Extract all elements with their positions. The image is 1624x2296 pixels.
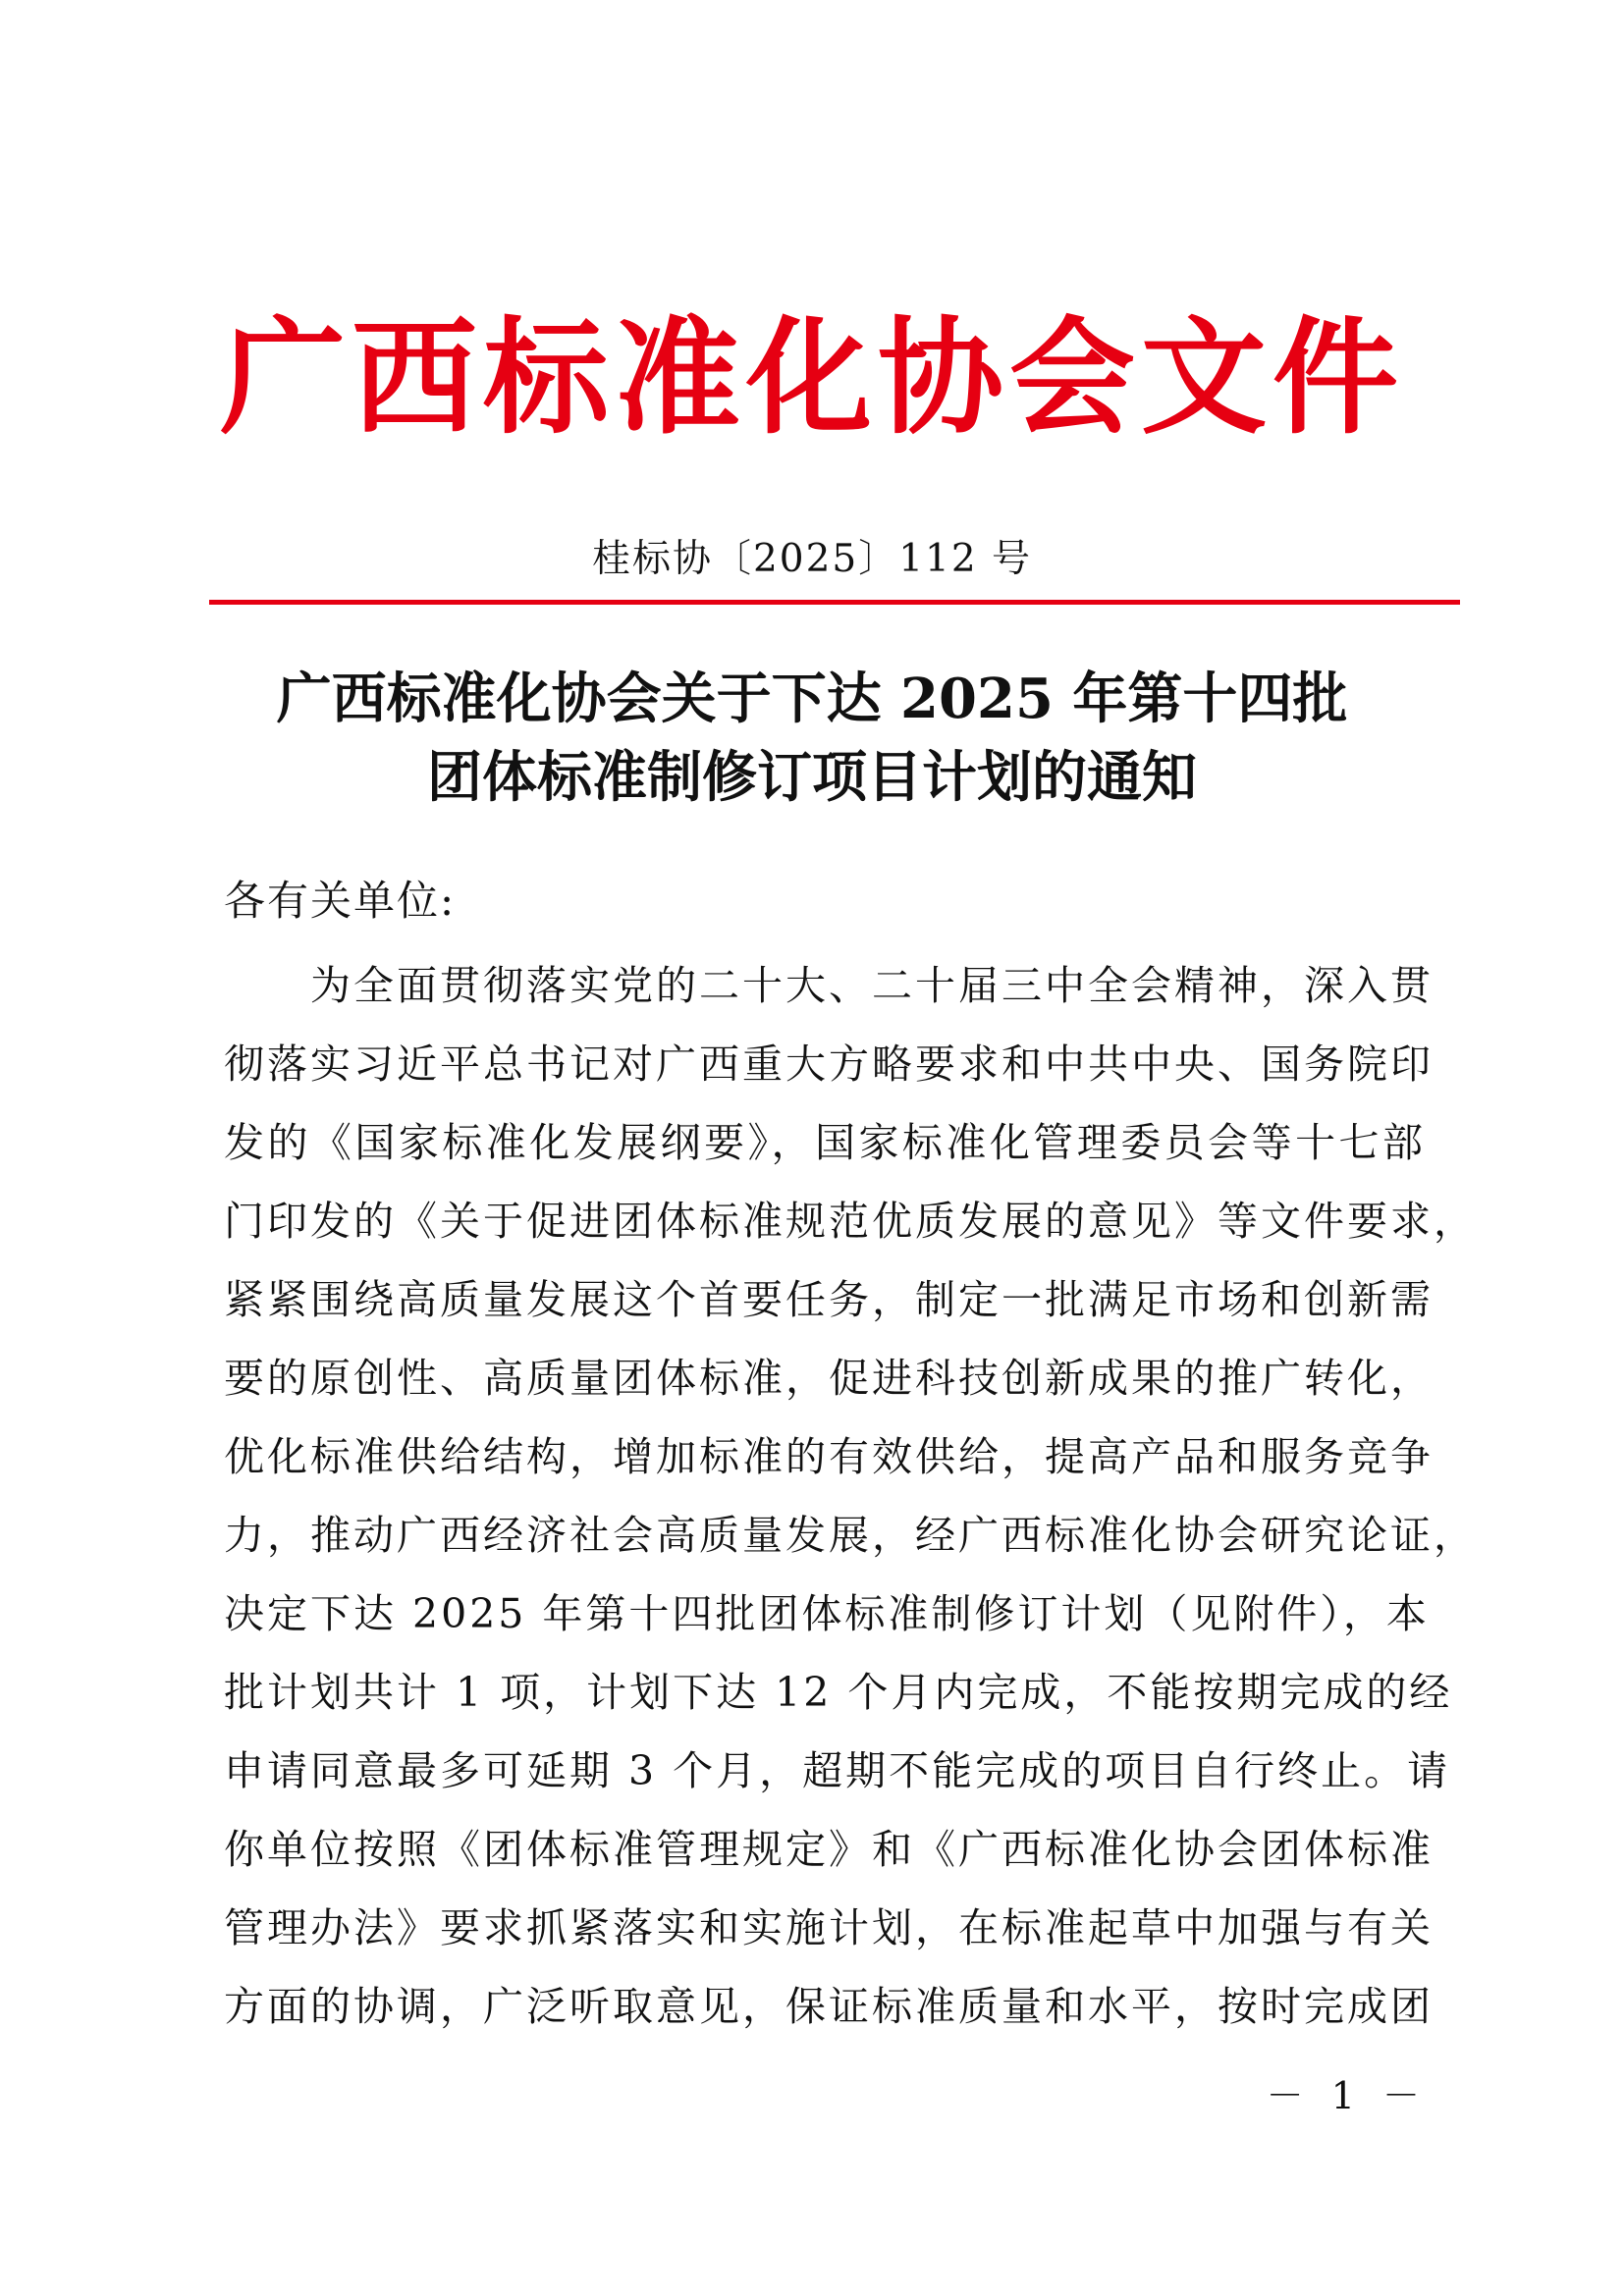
body-line: 方面的协调，广泛听取意见，保证标准质量和水平，按时完成团 bbox=[224, 1983, 1434, 2030]
notice-title-line: 广西标准化协会关于下达 2025 年第十四批 bbox=[276, 667, 1348, 731]
body-paragraph bbox=[224, 946, 1477, 2046]
body-line: 申请同意最多可延期 3 个月，超期不能完成的项目自行终止。请 bbox=[224, 1747, 1451, 1794]
notice-title bbox=[177, 660, 1447, 817]
page-number: － 1 － bbox=[1266, 2074, 1428, 2117]
body-line: 优化标准供给结构，增加标准的有效供给，提高产品和服务竞争 bbox=[224, 1433, 1434, 1480]
body-line: 彻落实习近平总书记对广西重大方略要求和中共中央、国务院印 bbox=[224, 1041, 1434, 1088]
notice-title-line: 团体标准制修订项目计划的通知 bbox=[427, 745, 1197, 810]
body-line: 批计划共计 1 项，计划下达 12 个月内完成，不能按期完成的经 bbox=[224, 1669, 1453, 1716]
body-line: 力，推动广西经济社会高质量发展，经广西标准化协会研究论证， bbox=[224, 1512, 1477, 1559]
document-number: 桂标协〔2025〕112 号 bbox=[591, 537, 1033, 581]
body-line: 你单位按照《团体标准管理规定》和《广西标准化协会团体标准 bbox=[224, 1826, 1434, 1873]
red-divider-line bbox=[209, 600, 1460, 605]
body-line: 要的原创性、高质量团体标准，促进科技创新成果的推广转化， bbox=[224, 1355, 1434, 1402]
salutation: 各有关单位: bbox=[224, 877, 457, 925]
masthead-title: 广西标准化协会文件 bbox=[219, 304, 1404, 452]
body-line: 发的《国家标准化发展纲要》，国家标准化管理委员会等十七部 bbox=[224, 1119, 1426, 1166]
body-line: 为全面贯彻落实党的二十大、二十届三中全会精神，深入贯 bbox=[224, 962, 1434, 1009]
body-line: 紧紧围绕高质量发展这个首要任务，制定一批满足市场和创新需 bbox=[224, 1276, 1434, 1323]
body-line: 门印发的《关于促进团体标准规范优质发展的意见》等文件要求， bbox=[224, 1198, 1477, 1245]
body-line: 管理办法》要求抓紧落实和实施计划，在标准起草中加强与有关 bbox=[224, 1904, 1434, 1951]
body-line: 决定下达 2025 年第十四批团体标准制修订计划（见附件），本 bbox=[224, 1590, 1430, 1637]
